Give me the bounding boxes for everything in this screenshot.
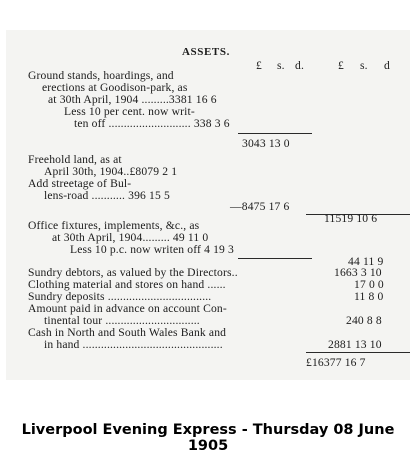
newspaper-clipping xyxy=(6,30,410,380)
asset-item-label: Sundry debtors, as valued by the Directors.. xyxy=(28,266,238,279)
asset-item-label: in hand .............................................. xyxy=(44,338,223,351)
asset-item-amount: 1663 3 10 xyxy=(334,266,382,279)
ground-line: Less 10 per cent. now writ- xyxy=(64,105,195,118)
asset-item-label: Cash in North and South Wales Bank and xyxy=(28,326,227,339)
fixtures-net-amount: 44 11 9 xyxy=(348,255,384,268)
outer-pence-header: d xyxy=(384,59,390,72)
freehold-line: April 30th, 1904..£8079 2 1 xyxy=(44,165,178,178)
inner-pound-header: £ xyxy=(256,59,262,72)
fixtures-line: Office fixtures, implements, &c., as xyxy=(28,219,200,232)
subtotal-rule xyxy=(238,258,312,259)
asset-item-label: Clothing material and stores on hand ...... xyxy=(28,278,226,291)
freehold-line: Freehold land, as at xyxy=(28,153,122,166)
freehold-total-amount: —8475 17 6 xyxy=(230,200,290,213)
outer-shilling-header: s. xyxy=(360,59,368,72)
asset-item-amount: 17 0 0 xyxy=(354,278,384,291)
fixtures-line: at 30th April, 1904......... 49 11 0 xyxy=(52,231,209,244)
outer-pound-header: £ xyxy=(338,59,344,72)
freehold-line: Add streetage of Bul- xyxy=(28,177,132,190)
subtotal-rule xyxy=(238,133,312,134)
ground-net-amount: 3043 13 0 xyxy=(242,137,290,150)
total-rule xyxy=(306,352,410,353)
ground-line: Ground stands, hoardings, and xyxy=(28,69,174,82)
grand-total-amount: £16377 16 7 xyxy=(306,356,366,369)
asset-item-amount: 240 8 8 xyxy=(346,314,382,327)
inner-pence-header: d. xyxy=(295,59,304,72)
asset-item-label: Amount paid in advance on account Con- xyxy=(28,302,227,315)
ground-line: at 30th April, 1904 .........3381 16 6 xyxy=(48,93,217,106)
freehold-line: lens-road ........... 396 15 5 xyxy=(44,189,170,202)
fixtures-line: Less 10 p.c. now writen off 4 19 3 xyxy=(70,243,234,256)
source-caption: Liverpool Evening Express - Thursday 08 June 1905 xyxy=(21,422,395,454)
assets-heading: ASSETS. xyxy=(182,46,230,58)
asset-item-label: tinental tour ............................... xyxy=(44,314,200,327)
ground-line: ten off ........................... 338 3 6 xyxy=(74,117,230,130)
asset-item-label: Sundry deposits .................................. xyxy=(28,290,212,303)
asset-item-amount: 11 8 0 xyxy=(354,290,384,303)
asset-item-amount: 2881 13 10 xyxy=(328,338,382,351)
fixed-assets-total-amount: 11519 10 6 xyxy=(324,212,378,225)
ground-line: erections at Goodison-park, as xyxy=(42,81,188,94)
inner-shilling-header: s. xyxy=(277,59,285,72)
